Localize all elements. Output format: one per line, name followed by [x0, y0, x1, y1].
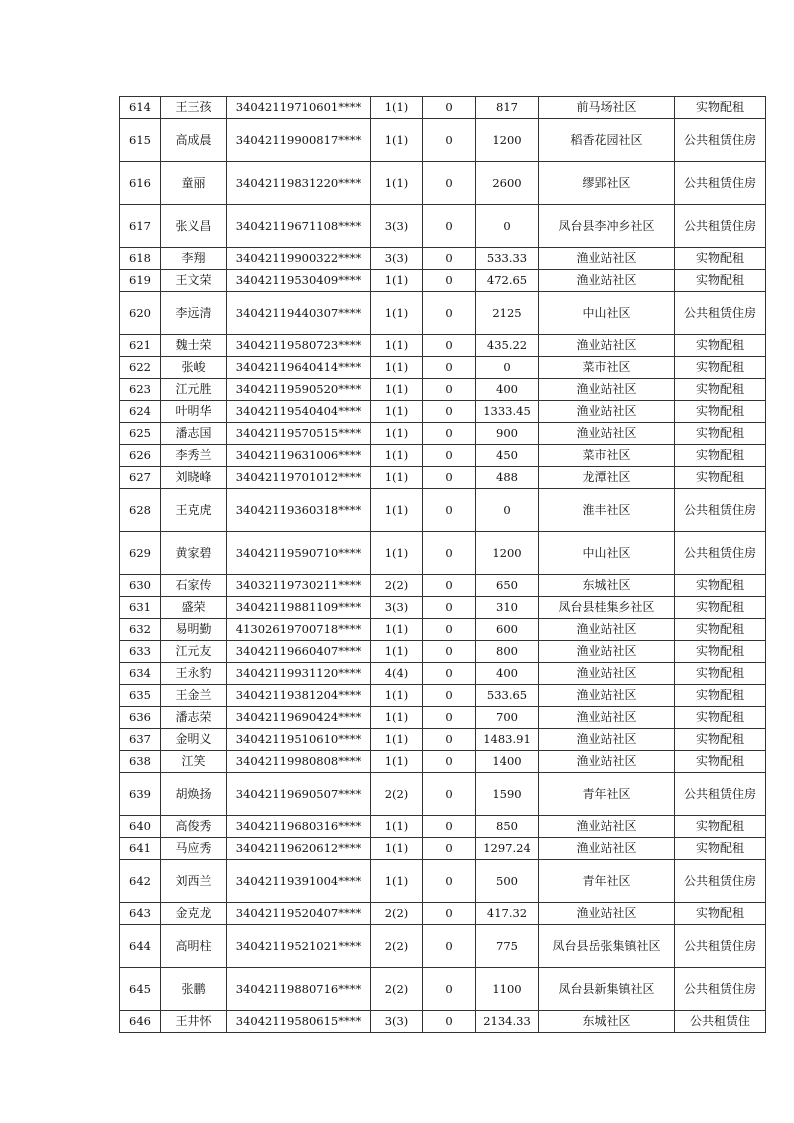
allocation-type-cell: 实物配租: [675, 816, 766, 838]
household-members-cell: 1(1): [371, 685, 423, 707]
household-members-cell: 1(1): [371, 532, 423, 575]
community-cell: 菜市社区: [539, 445, 675, 467]
name-cell: 张义昌: [161, 205, 227, 248]
table-row: [120, 401, 766, 423]
id-number-cell: 34042119660407****: [227, 641, 371, 663]
name-cell: 叶明华: [161, 401, 227, 423]
allocation-type-cell: 公共租赁住房: [675, 162, 766, 205]
table-row: [120, 335, 766, 357]
table-row: [120, 751, 766, 773]
id-number-cell: 34042119391004****: [227, 860, 371, 903]
id-number-cell: 34042119881109****: [227, 597, 371, 619]
allocation-type-cell: 公共租赁住房: [675, 119, 766, 162]
community-cell: 渔业站社区: [539, 663, 675, 685]
table-row: [120, 1011, 766, 1033]
allocation-type-cell: 公共租赁住: [675, 1011, 766, 1033]
community-cell: 渔业站社区: [539, 379, 675, 401]
allocation-type-cell: 实物配租: [675, 401, 766, 423]
household-members-cell: 1(1): [371, 838, 423, 860]
row-number-cell: 639: [120, 773, 161, 816]
allocation-type-cell: 实物配租: [675, 575, 766, 597]
household-members-cell: 1(1): [371, 641, 423, 663]
row-number-cell: 619: [120, 270, 161, 292]
table-row: [120, 248, 766, 270]
table-row: [120, 707, 766, 729]
household-members-cell: 1(1): [371, 379, 423, 401]
amount-cell: 0: [476, 489, 539, 532]
allocation-type-cell: 公共租赁住房: [675, 489, 766, 532]
id-number-cell: 34042119680316****: [227, 816, 371, 838]
name-cell: 王永豹: [161, 663, 227, 685]
community-cell: 前马场社区: [539, 97, 675, 119]
id-number-cell: 34042119590710****: [227, 532, 371, 575]
id-number-cell: 34042119931120****: [227, 663, 371, 685]
row-number-cell: 637: [120, 729, 161, 751]
id-number-cell: 34042119580723****: [227, 335, 371, 357]
community-cell: 中山社区: [539, 292, 675, 335]
row-number-cell: 615: [120, 119, 161, 162]
row-number-cell: 625: [120, 423, 161, 445]
row-number-cell: 630: [120, 575, 161, 597]
value-cell: 0: [423, 532, 476, 575]
name-cell: 江元胜: [161, 379, 227, 401]
amount-cell: 533.33: [476, 248, 539, 270]
value-cell: 0: [423, 379, 476, 401]
community-cell: 渔业站社区: [539, 903, 675, 925]
name-cell: 高成晨: [161, 119, 227, 162]
household-members-cell: 3(3): [371, 248, 423, 270]
name-cell: 张鹏: [161, 968, 227, 1011]
household-members-cell: 1(1): [371, 860, 423, 903]
table-row: [120, 860, 766, 903]
community-cell: 青年社区: [539, 860, 675, 903]
id-number-cell: 34042119900322****: [227, 248, 371, 270]
amount-cell: 1333.45: [476, 401, 539, 423]
amount-cell: 0: [476, 357, 539, 379]
community-cell: 凤台县桂集乡社区: [539, 597, 675, 619]
value-cell: 0: [423, 205, 476, 248]
table-row: [120, 685, 766, 707]
household-members-cell: 1(1): [371, 162, 423, 205]
value-cell: 0: [423, 685, 476, 707]
row-number-cell: 620: [120, 292, 161, 335]
name-cell: 黄家碧: [161, 532, 227, 575]
allocation-type-cell: 实物配租: [675, 335, 766, 357]
id-number-cell: 34042119701012****: [227, 467, 371, 489]
id-number-cell: 34042119360318****: [227, 489, 371, 532]
value-cell: 0: [423, 641, 476, 663]
community-cell: 渔业站社区: [539, 401, 675, 423]
household-members-cell: 1(1): [371, 467, 423, 489]
allocation-type-cell: 实物配租: [675, 729, 766, 751]
table-row: [120, 773, 766, 816]
value-cell: 0: [423, 401, 476, 423]
table-row: [120, 575, 766, 597]
id-number-cell: 34042119570515****: [227, 423, 371, 445]
id-number-cell: 34042119590520****: [227, 379, 371, 401]
household-members-cell: 2(2): [371, 925, 423, 968]
value-cell: 0: [423, 335, 476, 357]
name-cell: 马应秀: [161, 838, 227, 860]
name-cell: 潘志荣: [161, 707, 227, 729]
value-cell: 0: [423, 248, 476, 270]
name-cell: 张峻: [161, 357, 227, 379]
value-cell: 0: [423, 860, 476, 903]
amount-cell: 417.32: [476, 903, 539, 925]
name-cell: 王井怀: [161, 1011, 227, 1033]
household-members-cell: 2(2): [371, 773, 423, 816]
table-row: [120, 205, 766, 248]
table-row: [120, 162, 766, 205]
value-cell: 0: [423, 707, 476, 729]
row-number-cell: 632: [120, 619, 161, 641]
table-row: [120, 838, 766, 860]
row-number-cell: 624: [120, 401, 161, 423]
table-row: [120, 97, 766, 119]
id-number-cell: 34042119671108****: [227, 205, 371, 248]
amount-cell: 817: [476, 97, 539, 119]
table-row: [120, 619, 766, 641]
id-number-cell: 34042119620612****: [227, 838, 371, 860]
table-row: [120, 729, 766, 751]
value-cell: 0: [423, 597, 476, 619]
household-members-cell: 1(1): [371, 489, 423, 532]
household-members-cell: 1(1): [371, 707, 423, 729]
table-body: [120, 97, 766, 1033]
name-cell: 刘西兰: [161, 860, 227, 903]
community-cell: 凤台县岳张集镇社区: [539, 925, 675, 968]
id-number-cell: 34042119690424****: [227, 707, 371, 729]
value-cell: 0: [423, 119, 476, 162]
row-number-cell: 631: [120, 597, 161, 619]
community-cell: 龙潭社区: [539, 467, 675, 489]
row-number-cell: 623: [120, 379, 161, 401]
amount-cell: 650: [476, 575, 539, 597]
community-cell: 稻香花园社区: [539, 119, 675, 162]
row-number-cell: 641: [120, 838, 161, 860]
allocation-type-cell: 公共租赁住房: [675, 925, 766, 968]
amount-cell: 500: [476, 860, 539, 903]
housing-allocation-table: [119, 96, 766, 1033]
value-cell: 0: [423, 925, 476, 968]
name-cell: 刘晓峰: [161, 467, 227, 489]
household-members-cell: 2(2): [371, 575, 423, 597]
row-number-cell: 616: [120, 162, 161, 205]
household-members-cell: 1(1): [371, 751, 423, 773]
id-number-cell: 34042119710601****: [227, 97, 371, 119]
table-row: [120, 663, 766, 685]
value-cell: 0: [423, 903, 476, 925]
id-number-cell: 34042119580615****: [227, 1011, 371, 1033]
row-number-cell: 627: [120, 467, 161, 489]
household-members-cell: 1(1): [371, 335, 423, 357]
amount-cell: 1200: [476, 119, 539, 162]
name-cell: 高俊秀: [161, 816, 227, 838]
amount-cell: 488: [476, 467, 539, 489]
community-cell: 渔业站社区: [539, 619, 675, 641]
amount-cell: 400: [476, 379, 539, 401]
amount-cell: 1400: [476, 751, 539, 773]
id-number-cell: 41302619700718****: [227, 619, 371, 641]
name-cell: 金明义: [161, 729, 227, 751]
household-members-cell: 1(1): [371, 729, 423, 751]
allocation-type-cell: 公共租赁住房: [675, 773, 766, 816]
id-number-cell: 34042119640414****: [227, 357, 371, 379]
name-cell: 李秀兰: [161, 445, 227, 467]
value-cell: 0: [423, 467, 476, 489]
value-cell: 0: [423, 575, 476, 597]
value-cell: 0: [423, 270, 476, 292]
id-number-cell: 34042119540404****: [227, 401, 371, 423]
row-number-cell: 638: [120, 751, 161, 773]
table-row: [120, 816, 766, 838]
allocation-type-cell: 实物配租: [675, 467, 766, 489]
allocation-type-cell: 实物配租: [675, 445, 766, 467]
amount-cell: 800: [476, 641, 539, 663]
community-cell: 东城社区: [539, 575, 675, 597]
allocation-type-cell: 实物配租: [675, 357, 766, 379]
allocation-type-cell: 实物配租: [675, 270, 766, 292]
allocation-type-cell: 实物配租: [675, 423, 766, 445]
name-cell: 江元友: [161, 641, 227, 663]
row-number-cell: 629: [120, 532, 161, 575]
id-number-cell: 34042119690507****: [227, 773, 371, 816]
name-cell: 魏士荣: [161, 335, 227, 357]
community-cell: 渔业站社区: [539, 270, 675, 292]
row-number-cell: 626: [120, 445, 161, 467]
community-cell: 菜市社区: [539, 357, 675, 379]
name-cell: 江笑: [161, 751, 227, 773]
table-row: [120, 292, 766, 335]
value-cell: 0: [423, 97, 476, 119]
household-members-cell: 1(1): [371, 423, 423, 445]
value-cell: 0: [423, 773, 476, 816]
amount-cell: 775: [476, 925, 539, 968]
allocation-type-cell: 实物配租: [675, 663, 766, 685]
name-cell: 易明勤: [161, 619, 227, 641]
row-number-cell: 636: [120, 707, 161, 729]
value-cell: 0: [423, 751, 476, 773]
id-number-cell: 34042119900817****: [227, 119, 371, 162]
allocation-type-cell: 公共租赁住房: [675, 968, 766, 1011]
table-row: [120, 119, 766, 162]
community-cell: 渔业站社区: [539, 816, 675, 838]
row-number-cell: 640: [120, 816, 161, 838]
id-number-cell: 34042119381204****: [227, 685, 371, 707]
row-number-cell: 628: [120, 489, 161, 532]
community-cell: 中山社区: [539, 532, 675, 575]
community-cell: 青年社区: [539, 773, 675, 816]
value-cell: 0: [423, 968, 476, 1011]
household-members-cell: 1(1): [371, 119, 423, 162]
amount-cell: 1590: [476, 773, 539, 816]
amount-cell: 1200: [476, 532, 539, 575]
community-cell: 渔业站社区: [539, 685, 675, 707]
row-number-cell: 643: [120, 903, 161, 925]
community-cell: 缪郢社区: [539, 162, 675, 205]
amount-cell: 533.65: [476, 685, 539, 707]
id-number-cell: 34042119520407****: [227, 903, 371, 925]
row-number-cell: 634: [120, 663, 161, 685]
amount-cell: 700: [476, 707, 539, 729]
row-number-cell: 622: [120, 357, 161, 379]
amount-cell: 2600: [476, 162, 539, 205]
allocation-type-cell: 实物配租: [675, 838, 766, 860]
allocation-type-cell: 公共租赁住房: [675, 532, 766, 575]
name-cell: 盛荣: [161, 597, 227, 619]
value-cell: 0: [423, 162, 476, 205]
table-row: [120, 270, 766, 292]
table-row: [120, 641, 766, 663]
community-cell: 渔业站社区: [539, 707, 675, 729]
community-cell: 渔业站社区: [539, 248, 675, 270]
value-cell: 0: [423, 292, 476, 335]
value-cell: 0: [423, 445, 476, 467]
id-number-cell: 34042119510610****: [227, 729, 371, 751]
community-cell: 淮丰社区: [539, 489, 675, 532]
row-number-cell: 621: [120, 335, 161, 357]
table-row: [120, 379, 766, 401]
household-members-cell: 1(1): [371, 292, 423, 335]
community-cell: 凤台县新集镇社区: [539, 968, 675, 1011]
allocation-type-cell: 实物配租: [675, 685, 766, 707]
value-cell: 0: [423, 423, 476, 445]
value-cell: 0: [423, 619, 476, 641]
household-members-cell: 1(1): [371, 816, 423, 838]
allocation-type-cell: 实物配租: [675, 707, 766, 729]
community-cell: 渔业站社区: [539, 751, 675, 773]
row-number-cell: 633: [120, 641, 161, 663]
name-cell: 李远清: [161, 292, 227, 335]
amount-cell: 435.22: [476, 335, 539, 357]
amount-cell: 1483.91: [476, 729, 539, 751]
household-members-cell: 2(2): [371, 903, 423, 925]
community-cell: 凤台县李冲乡社区: [539, 205, 675, 248]
table-row: [120, 925, 766, 968]
amount-cell: 0: [476, 205, 539, 248]
household-members-cell: 3(3): [371, 1011, 423, 1033]
value-cell: 0: [423, 357, 476, 379]
value-cell: 0: [423, 838, 476, 860]
id-number-cell: 34042119880716****: [227, 968, 371, 1011]
allocation-type-cell: 实物配租: [675, 597, 766, 619]
community-cell: 东城社区: [539, 1011, 675, 1033]
amount-cell: 400: [476, 663, 539, 685]
allocation-type-cell: 实物配租: [675, 641, 766, 663]
allocation-type-cell: 实物配租: [675, 379, 766, 401]
id-number-cell: 34042119521021****: [227, 925, 371, 968]
allocation-type-cell: 实物配租: [675, 751, 766, 773]
household-members-cell: 1(1): [371, 357, 423, 379]
household-members-cell: 1(1): [371, 97, 423, 119]
id-number-cell: 34042119980808****: [227, 751, 371, 773]
amount-cell: 900: [476, 423, 539, 445]
id-number-cell: 34042119530409****: [227, 270, 371, 292]
household-members-cell: 1(1): [371, 270, 423, 292]
table-row: [120, 467, 766, 489]
table-row: [120, 445, 766, 467]
table-row: [120, 903, 766, 925]
allocation-type-cell: 公共租赁住房: [675, 292, 766, 335]
community-cell: 渔业站社区: [539, 838, 675, 860]
amount-cell: 600: [476, 619, 539, 641]
name-cell: 童丽: [161, 162, 227, 205]
amount-cell: 1297.24: [476, 838, 539, 860]
name-cell: 胡焕扬: [161, 773, 227, 816]
name-cell: 潘志国: [161, 423, 227, 445]
amount-cell: 450: [476, 445, 539, 467]
allocation-type-cell: 实物配租: [675, 97, 766, 119]
value-cell: 0: [423, 816, 476, 838]
community-cell: 渔业站社区: [539, 641, 675, 663]
row-number-cell: 635: [120, 685, 161, 707]
row-number-cell: 645: [120, 968, 161, 1011]
allocation-type-cell: 实物配租: [675, 619, 766, 641]
id-number-cell: 34042119831220****: [227, 162, 371, 205]
value-cell: 0: [423, 663, 476, 685]
row-number-cell: 644: [120, 925, 161, 968]
name-cell: 王克虎: [161, 489, 227, 532]
name-cell: 石家传: [161, 575, 227, 597]
row-number-cell: 614: [120, 97, 161, 119]
id-number-cell: 34042119440307****: [227, 292, 371, 335]
table-row: [120, 532, 766, 575]
id-number-cell: 34032119730211****: [227, 575, 371, 597]
row-number-cell: 617: [120, 205, 161, 248]
name-cell: 金克龙: [161, 903, 227, 925]
value-cell: 0: [423, 1011, 476, 1033]
allocation-type-cell: 实物配租: [675, 903, 766, 925]
name-cell: 王文荣: [161, 270, 227, 292]
household-members-cell: 3(3): [371, 597, 423, 619]
amount-cell: 472.65: [476, 270, 539, 292]
id-number-cell: 34042119631006****: [227, 445, 371, 467]
allocation-type-cell: 实物配租: [675, 248, 766, 270]
table-row: [120, 423, 766, 445]
household-members-cell: 1(1): [371, 445, 423, 467]
row-number-cell: 642: [120, 860, 161, 903]
amount-cell: 850: [476, 816, 539, 838]
household-members-cell: 4(4): [371, 663, 423, 685]
value-cell: 0: [423, 729, 476, 751]
name-cell: 王三孩: [161, 97, 227, 119]
household-members-cell: 3(3): [371, 205, 423, 248]
amount-cell: 1100: [476, 968, 539, 1011]
table-row: [120, 597, 766, 619]
community-cell: 渔业站社区: [539, 423, 675, 445]
household-members-cell: 2(2): [371, 968, 423, 1011]
row-number-cell: 646: [120, 1011, 161, 1033]
value-cell: 0: [423, 489, 476, 532]
community-cell: 渔业站社区: [539, 729, 675, 751]
amount-cell: 310: [476, 597, 539, 619]
community-cell: 渔业站社区: [539, 335, 675, 357]
name-cell: 李翔: [161, 248, 227, 270]
household-members-cell: 1(1): [371, 401, 423, 423]
name-cell: 高明柱: [161, 925, 227, 968]
allocation-type-cell: 公共租赁住房: [675, 205, 766, 248]
amount-cell: 2125: [476, 292, 539, 335]
table-row: [120, 968, 766, 1011]
allocation-type-cell: 公共租赁住房: [675, 860, 766, 903]
table-row: [120, 489, 766, 532]
row-number-cell: 618: [120, 248, 161, 270]
household-members-cell: 1(1): [371, 619, 423, 641]
table-row: [120, 357, 766, 379]
amount-cell: 2134.33: [476, 1011, 539, 1033]
name-cell: 王金兰: [161, 685, 227, 707]
